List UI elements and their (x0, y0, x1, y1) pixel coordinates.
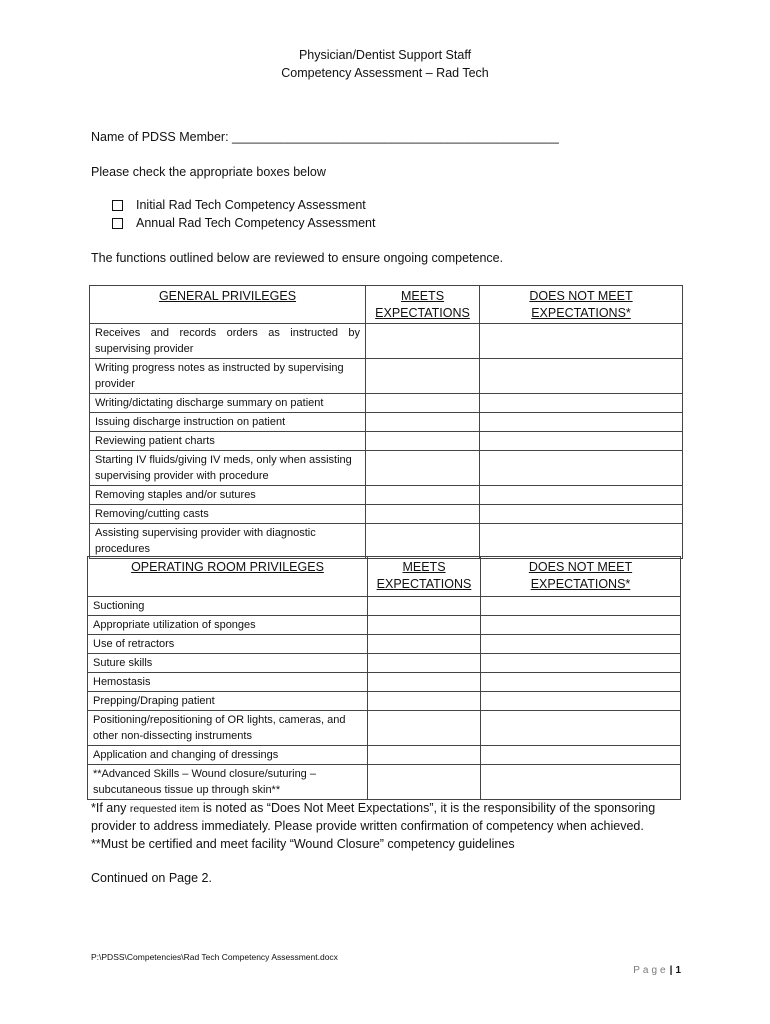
privilege-cell: Prepping/Draping patient (88, 692, 368, 711)
does-not-meet-cell[interactable] (481, 711, 681, 746)
page-separator: | (669, 965, 673, 976)
meets-cell[interactable] (368, 597, 481, 616)
meets-cell[interactable] (366, 524, 480, 559)
does-not-meet-cell[interactable] (480, 505, 683, 524)
meets-cell[interactable] (368, 654, 481, 673)
privilege-cell: Writing/dictating discharge summary on patient (90, 394, 366, 413)
column-header-does-not-meet: DOES NOT MEET EXPECTATIONS* (480, 286, 683, 324)
privilege-cell: Reviewing patient charts (90, 432, 366, 451)
meets-cell[interactable] (368, 746, 481, 765)
meets-cell[interactable] (368, 635, 481, 654)
table-row (88, 597, 681, 616)
privilege-cell: Application and changing of dressings (88, 746, 368, 765)
operating-room-privileges-table (87, 556, 681, 800)
table-row (88, 654, 681, 673)
footnote-advanced-skills: **Must be certified and meet facility “Wound Closure” competency guidelines (91, 837, 515, 851)
privilege-cell: Hemostasis (88, 673, 368, 692)
column-header-does-not-meet: DOES NOT MEET EXPECTATIONS* (481, 557, 681, 597)
table-row (88, 673, 681, 692)
meets-cell[interactable] (366, 486, 480, 505)
table-header-row (88, 557, 681, 597)
privilege-cell: Assisting supervising provider with diagnostic procedures (90, 524, 366, 559)
column-header-meets: MEETS EXPECTATIONS (366, 286, 480, 324)
member-name-label: Name of PDSS Member: (91, 130, 229, 144)
privilege-cell: Use of retractors (88, 635, 368, 654)
does-not-meet-cell[interactable] (480, 394, 683, 413)
does-not-meet-cell[interactable] (480, 451, 683, 486)
meets-cell[interactable] (366, 432, 480, 451)
intro-text: The functions outlined below are reviewed to ensure ongoing competence. (91, 251, 504, 265)
table-row (90, 324, 683, 359)
does-not-meet-cell[interactable] (481, 692, 681, 711)
privilege-cell: Writing progress notes as instructed by supervising provider (90, 359, 366, 394)
privilege-cell: Suture skills (88, 654, 368, 673)
privilege-cell: Removing staples and/or sutures (90, 486, 366, 505)
does-not-meet-cell[interactable] (480, 486, 683, 505)
table-row (90, 505, 683, 524)
document-title-line1: Physician/Dentist Support Staff (298, 48, 472, 62)
does-not-meet-cell[interactable] (481, 654, 681, 673)
meets-cell[interactable] (368, 765, 481, 800)
table-row (90, 359, 683, 394)
member-name-field[interactable] (91, 130, 559, 144)
table-row (90, 413, 683, 432)
table-row (88, 616, 681, 635)
meets-cell[interactable] (366, 451, 480, 486)
checkbox-label: Initial Rad Tech Competency Assessment (136, 198, 366, 212)
does-not-meet-cell[interactable] (480, 324, 683, 359)
column-header-privileges: GENERAL PRIVILEGES (90, 286, 366, 324)
table-row (88, 692, 681, 711)
checkbox-icon[interactable] (112, 218, 123, 229)
meets-cell[interactable] (368, 711, 481, 746)
checkbox-initial-assessment[interactable] (112, 198, 366, 212)
does-not-meet-cell[interactable] (481, 765, 681, 800)
column-header-meets: MEETS EXPECTATIONS (368, 557, 481, 597)
table-row (90, 394, 683, 413)
file-path: P:\PDSS\Competencies\Rad Tech Competency Assessment.docx (91, 952, 338, 962)
does-not-meet-cell[interactable] (480, 524, 683, 559)
privilege-cell: Suctioning (88, 597, 368, 616)
does-not-meet-cell[interactable] (481, 616, 681, 635)
footnote-line2: provider to address immediately. Please provide written confirmation of competency when achieved. (91, 819, 644, 833)
does-not-meet-cell[interactable] (480, 432, 683, 451)
table-row (90, 486, 683, 505)
footnote-does-not-meet (91, 799, 691, 818)
does-not-meet-cell[interactable] (481, 673, 681, 692)
document-title-line2: Competency Assessment – Rad Tech (281, 66, 489, 80)
privilege-cell: Issuing discharge instruction on patient (90, 413, 366, 432)
footnote-text: is noted as “Does Not Meet Expectations”, it is the responsibility of the sponsoring (199, 801, 656, 815)
meets-cell[interactable] (366, 324, 480, 359)
continued-note: Continued on Page 2. (91, 871, 212, 885)
privilege-cell: Removing/cutting casts (90, 505, 366, 524)
checkbox-instruction: Please check the appropriate boxes below (91, 165, 326, 179)
does-not-meet-cell[interactable] (480, 413, 683, 432)
footnote-text: *If any (91, 801, 130, 815)
page-label: Page (633, 965, 669, 976)
footnote-text: requested item (129, 803, 200, 815)
table-row (88, 746, 681, 765)
page-number-value: 1 (675, 965, 681, 976)
table-row (88, 711, 681, 746)
checkbox-icon[interactable] (112, 200, 123, 211)
meets-cell[interactable] (366, 505, 480, 524)
privilege-cell: Positioning/repositioning of OR lights, cameras, and other non-dissecting instruments (88, 711, 368, 746)
table-row (90, 524, 683, 559)
general-privileges-table (89, 285, 683, 559)
column-header-privileges: OPERATING ROOM PRIVILEGES (88, 557, 368, 597)
meets-cell[interactable] (366, 413, 480, 432)
checkbox-annual-assessment[interactable] (112, 216, 375, 230)
privilege-cell: Appropriate utilization of sponges (88, 616, 368, 635)
meets-cell[interactable] (368, 616, 481, 635)
meets-cell[interactable] (366, 359, 480, 394)
does-not-meet-cell[interactable] (481, 746, 681, 765)
page-number (633, 965, 681, 976)
privilege-cell: Receives and records orders as instructed by supervising provider (90, 324, 366, 359)
checkbox-label: Annual Rad Tech Competency Assessment (136, 216, 376, 230)
meets-cell[interactable] (366, 394, 480, 413)
member-name-blank[interactable]: _______________________________________________ (232, 130, 559, 144)
meets-cell[interactable] (368, 673, 481, 692)
does-not-meet-cell[interactable] (481, 597, 681, 616)
does-not-meet-cell[interactable] (480, 359, 683, 394)
privilege-cell: **Advanced Skills – Wound closure/suturing – subcutaneous tissue up through skin** (88, 765, 368, 800)
privilege-cell: Starting IV fluids/giving IV meds, only when assisting supervising provider with procedure (90, 451, 366, 486)
table-row (90, 451, 683, 486)
meets-cell[interactable] (368, 692, 481, 711)
table-header-row (90, 286, 683, 324)
table-row (90, 432, 683, 451)
table-row (88, 635, 681, 654)
does-not-meet-cell[interactable] (481, 635, 681, 654)
table-row (88, 765, 681, 800)
